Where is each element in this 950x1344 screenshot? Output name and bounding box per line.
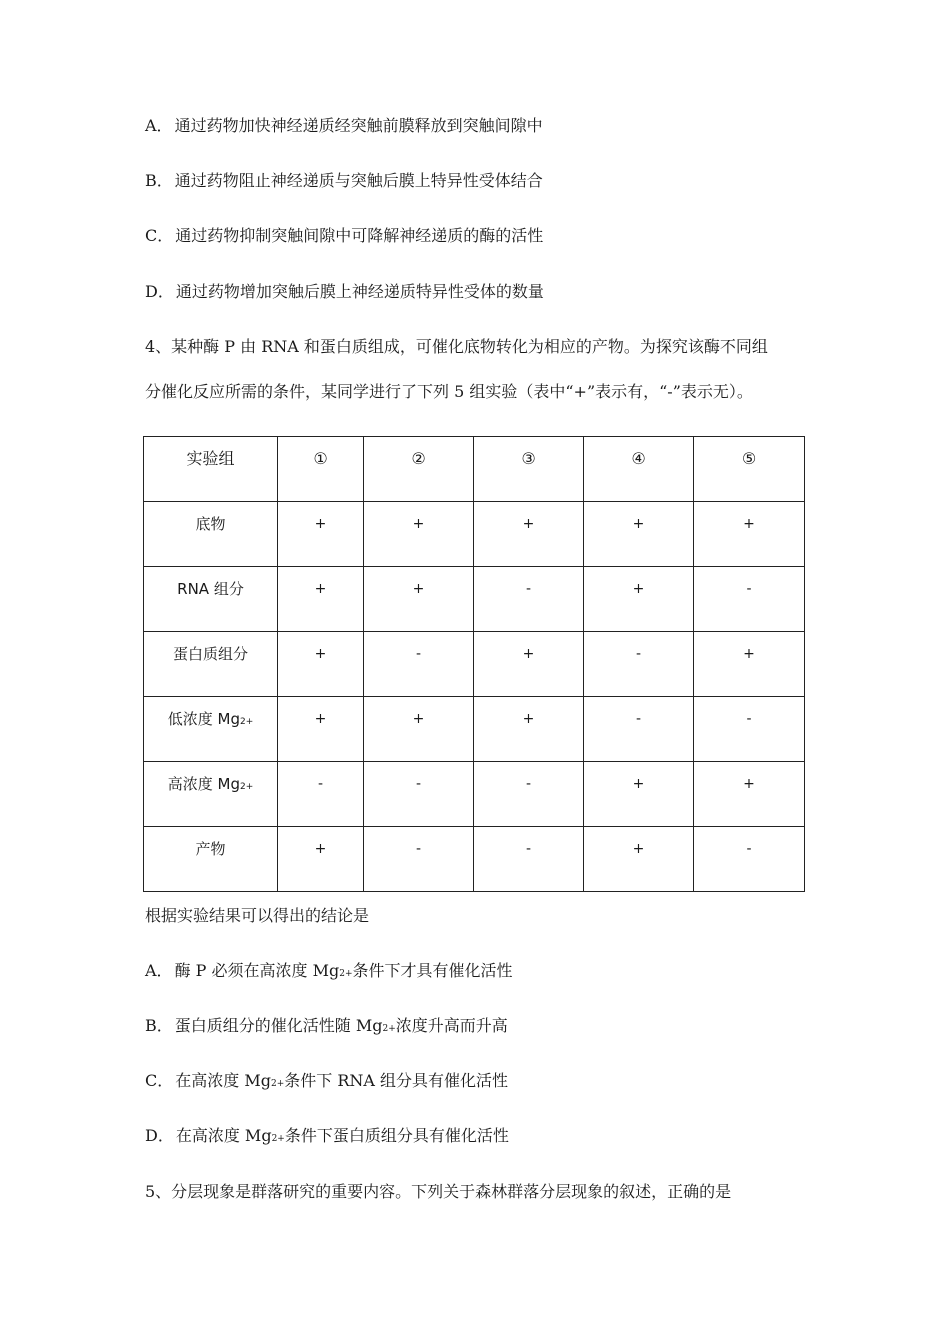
table-cell [584,827,694,892]
table-row [144,827,805,892]
cell-value: + [632,581,645,597]
option-letter: B． [145,171,173,190]
row-label-cell [144,567,278,632]
table-cell [278,697,364,762]
group-label: ⑤ [741,449,757,468]
option-text-pre: 蛋白质组分的催化活性随 Mg [174,1016,383,1035]
row-label: 产物 [195,840,226,858]
table-header-cell [474,437,584,502]
row-label [144,762,277,794]
table-cell [364,567,474,632]
row-label [144,697,277,729]
option-text-post: 条件下 RNA 组分具有催化活性 [284,1071,509,1090]
cell-value: - [746,841,752,857]
group-label: ② [411,449,426,468]
cell-value: + [743,516,755,532]
ion-charge: 2+ [239,782,254,792]
table-cell [278,502,364,567]
cell-value: - [525,776,532,792]
group-label: ③ [521,449,536,468]
row-label-cell [144,632,278,697]
group-label: ① [313,449,328,468]
q4-stem-line2: 分催化反应所需的条件，某同学进行了下列 5 组实验（表中“+”表示有，“-”表示无）。 [145,382,753,401]
cell-value: - [415,646,422,662]
table-header-row [144,437,805,502]
table-cell [364,762,474,827]
q4-conclusion-prompt: 根据实验结果可以得出的结论是 [145,906,370,925]
q4-option-d [145,1125,509,1147]
cell-value: - [415,776,422,792]
table-cell [474,827,584,892]
experiment-table [143,436,805,892]
option-text: 通过药物加快神经递质经突触前膜释放到突触间隙中 [174,116,543,135]
option-text-post: 浓度升高而升高 [395,1016,508,1035]
table-cell [364,827,474,892]
table-cell [474,502,584,567]
table-cell [694,632,805,697]
row-label: 蛋白质组分 [172,645,248,663]
option-text-post: 条件下才具有催化活性 [352,961,513,980]
table-cell [474,567,584,632]
cell-value: + [412,516,425,532]
table-header-cell [694,437,805,502]
cell-value: - [746,711,752,727]
option-text-post: 条件下蛋白质组分具有催化活性 [284,1126,509,1145]
cell-value: - [525,841,532,857]
table-cell [584,697,694,762]
q4-option-c [145,1070,508,1092]
cell-value: + [412,581,425,597]
option-text-pre: 酶 P 必须在高浓度 Mg [174,961,340,980]
row-label-cell [144,502,278,567]
table-cell [364,502,474,567]
cell-value: + [412,711,425,727]
ion-charge: 2+ [271,1134,285,1144]
option-letter: C． [145,226,174,245]
cell-value: - [525,581,532,597]
row-label-cell [144,827,278,892]
q3-option-c [145,225,543,247]
option-letter: C． [145,1071,174,1090]
option-text-pre: 在高浓度 Mg [175,1126,272,1145]
q4-stem-line1: 4、某种酶 P 由 RNA 和蛋白质组成，可催化底物转化为相应的产物。为探究该酶不同组 [145,337,768,356]
table-cell [474,697,584,762]
cell-value: - [635,711,642,727]
cell-value: - [746,581,752,597]
cell-value: + [314,581,327,597]
q3-option-a [145,115,543,137]
header-label: 实验组 [186,449,235,468]
q4-option-a [145,960,513,982]
row-label: 底物 [195,515,226,533]
ion-charge: 2+ [382,1024,396,1034]
cell-value: + [522,646,535,662]
table-row [144,762,805,827]
table-cell [364,632,474,697]
cell-value: + [314,841,327,857]
table-row [144,632,805,697]
cell-value: + [632,776,645,792]
cell-value: - [415,841,422,857]
option-letter: A． [145,961,173,980]
table-cell [278,632,364,697]
cell-value: + [314,516,327,532]
option-text-pre: 在高浓度 Mg [175,1071,271,1090]
ion-charge: 2+ [239,717,254,727]
table-cell [694,762,805,827]
table-cell [694,502,805,567]
cell-value: + [314,711,327,727]
table-cell [474,632,584,697]
table-row [144,697,805,762]
cell-value: + [743,646,755,662]
table-header-cell [364,437,474,502]
q4-option-b [145,1015,508,1037]
table-cell [474,762,584,827]
cell-value: - [635,646,642,662]
option-letter: A． [145,116,173,135]
table-cell [694,697,805,762]
table-cell [278,827,364,892]
table-cell [584,632,694,697]
table-cell [278,762,364,827]
table-cell [364,697,474,762]
row-label-cell [144,762,278,827]
row-label-text: 高浓度 Mg [167,775,240,793]
table-cell [278,567,364,632]
q3-option-b [145,170,543,192]
group-label: ④ [631,449,646,468]
option-letter: D． [145,1126,174,1145]
table-cell [584,567,694,632]
cell-value: + [632,516,645,532]
option-letter: D． [145,282,174,301]
q5-stem: 5、分层现象是群落研究的重要内容。下列关于森林群落分层现象的叙述，正确的是 [145,1182,732,1201]
table-row [144,502,805,567]
option-letter: B． [145,1016,173,1035]
q3-option-d [145,281,544,303]
cell-value: + [743,776,755,792]
cell-value: + [314,646,327,662]
ion-charge: 2+ [270,1079,285,1089]
table-cell [584,762,694,827]
table-cell [584,502,694,567]
cell-value: + [632,841,645,857]
option-text: 通过药物增加突触后膜上神经递质特异性受体的数量 [175,282,544,301]
option-text: 通过药物阻止神经递质与突触后膜上特异性受体结合 [174,171,543,190]
table-cell [694,827,805,892]
cell-value: + [522,516,535,532]
row-label: RNA 组分 [177,580,244,598]
table-header-cell [278,437,364,502]
table-header-cell [584,437,694,502]
ion-charge: 2+ [339,969,353,979]
cell-value: - [317,776,324,792]
row-label-text: 低浓度 Mg [167,710,240,728]
cell-value: + [522,711,535,727]
row-label-cell [144,697,278,762]
option-text: 通过药物抑制突触间隙中可降解神经递质的酶的活性 [175,226,544,245]
table-row [144,567,805,632]
table-header-cell [144,437,278,502]
table-cell [694,567,805,632]
